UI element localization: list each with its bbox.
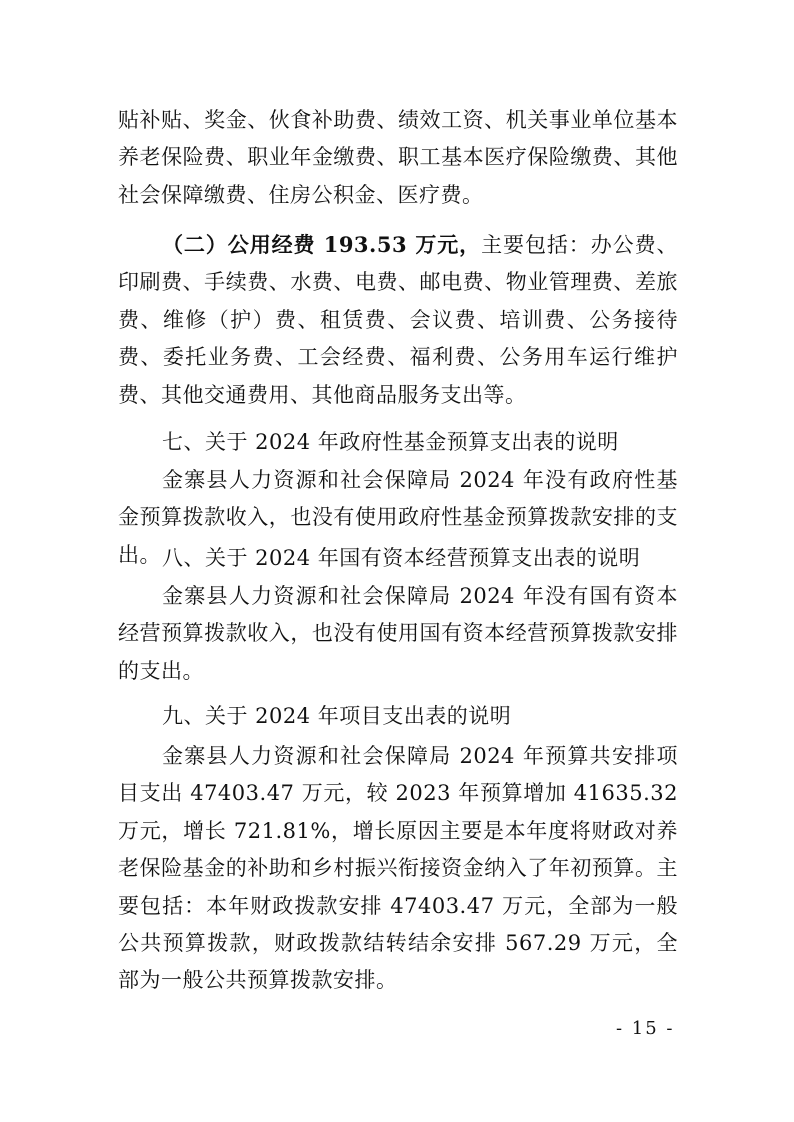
paragraph-personnel-items: 贴补贴、奖金、伙食补助费、绩效工资、机关事业单位基本养老保险费、职业年金缴费、职工基本医疗保险缴费、其他社会保障缴费、住房公积金、医疗费。 (118, 108, 678, 207)
public-funds-lead: （二）公用经费 193.53 万元， (162, 232, 482, 257)
page-number: - 15 - (616, 1018, 675, 1039)
paragraph-section-8: 金寨县人力资源和社会保障局 2024 年没有国有资本经营预算拨款收入，也没有使用国有资本经营预算拨款安排的支出。 (118, 584, 678, 683)
section-heading-7: 七、关于 2024 年政府性基金预算支出表的说明 (162, 430, 619, 454)
paragraph-public-funds (118, 226, 678, 414)
public-funds-detail: 主要包括：办公费、印刷费、手续费、水费、电费、邮电费、物业管理费、差旅费、维修（护）费、租赁费、会议费、培训费、公务接待费、委托业务费、工会经费、福利费、公务用车运行维护费、其他交通费用、其他商品服务支出等。 (118, 233, 678, 407)
section-heading-9: 九、关于 2024 年项目支出表的说明 (162, 704, 512, 728)
paragraph-section-7: 金寨县人力资源和社会保障局 2024 年没有政府性基金预算拨款收入，也没有使用政府性基金预算拨款安排的支出。 (118, 468, 678, 567)
section-heading-8: 八、关于 2024 年国有资本经营预算支出表的说明 (162, 546, 641, 570)
paragraph-section-9: 金寨县人力资源和社会保障局 2024 年预算共安排项目支出 47403.47 万元，较 2023 年预算增加 41635.32 万元，增长 721.81%，增长原因主要是本年度将财政对养老保险基金的补助和乡村振兴衔接资金纳入了年初预算。主要包括：本年财政拨款安排 47403.47 万元，全部为一般公共预算拨款，财政拨款结转结余安排 567.29 万元，全部为一般公共预算拨款安排。 (118, 744, 678, 993)
